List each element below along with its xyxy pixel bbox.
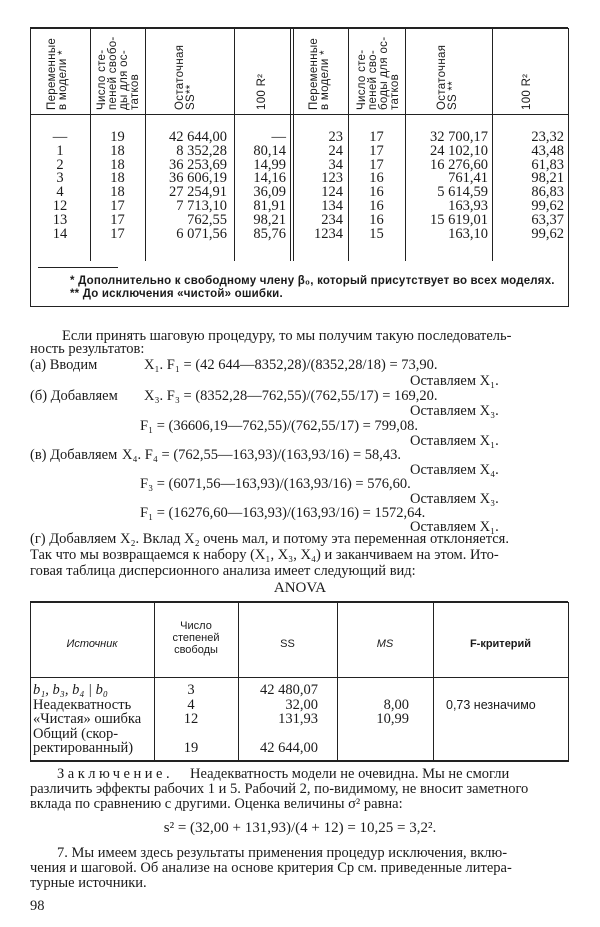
anova-cell: b₁, b₃, b₄ | b₀ bbox=[33, 682, 108, 698]
col-divider bbox=[290, 29, 291, 261]
header-df: Число степеней свободы bbox=[172, 620, 220, 656]
table-cell: 98,21 bbox=[253, 211, 286, 228]
step-formula: F₁ = (16276,60—163,93)/(163,93/16) = 1572,64. bbox=[140, 505, 426, 521]
footnote-1: * Дополнительно к свободному члену β₀, который присутствует во всех моделях. bbox=[70, 275, 555, 287]
footnote-2: ** До исключения «чистой» ошибки. bbox=[70, 288, 283, 300]
anova-cell: 32,00 bbox=[285, 696, 318, 713]
anova-cell: 4 bbox=[187, 696, 195, 713]
table-cell: — bbox=[52, 129, 68, 145]
header-r2: 100 R² bbox=[256, 73, 268, 110]
table-cell: 124 bbox=[321, 184, 343, 201]
header-df: Число сте-пеней сво-боды для ос-татков bbox=[356, 36, 401, 110]
anova-cell: ректированный) bbox=[33, 740, 134, 757]
table-cell: 34 bbox=[328, 156, 343, 173]
col-divider bbox=[337, 603, 338, 760]
table-cell: 14 bbox=[52, 225, 68, 242]
table-cell: 99,62 bbox=[531, 198, 564, 214]
table-cell: 14,16 bbox=[253, 170, 286, 187]
table-cell: 17 bbox=[369, 156, 384, 173]
table-cell: 27 254,91 bbox=[169, 184, 227, 201]
header-rule bbox=[30, 677, 568, 678]
table-top-rule bbox=[30, 601, 568, 603]
table-cell: 43,48 bbox=[531, 142, 564, 159]
header-ms: MS bbox=[376, 638, 394, 650]
table-cell: 234 bbox=[321, 211, 343, 228]
table-cell: 7 713,10 bbox=[176, 198, 227, 214]
anova-cell: 131,93 bbox=[278, 711, 318, 728]
table-cell: 86,83 bbox=[531, 184, 564, 201]
table-cell: 16 bbox=[369, 198, 384, 214]
table-cell: 163,93 bbox=[448, 198, 488, 214]
col-divider bbox=[154, 603, 155, 760]
step-label: (в) Добавляем bbox=[30, 447, 118, 463]
intro-line: Если принять шаговую процедуру, то мы получим такую последователь- bbox=[62, 328, 512, 344]
table-cell: 81,91 bbox=[253, 198, 286, 214]
table-cell: 2 bbox=[56, 156, 64, 173]
table-cell: 17 bbox=[110, 211, 125, 228]
table-cell: 19 bbox=[110, 129, 125, 145]
table-cell: 61,83 bbox=[531, 156, 564, 173]
table-cell: 18 bbox=[110, 142, 125, 159]
col-divider bbox=[433, 603, 434, 760]
header-rule bbox=[30, 114, 568, 115]
step-keep: Оставляем X₁. bbox=[410, 433, 499, 449]
header-r2: 100 R² bbox=[521, 73, 533, 110]
table-cell: 85,76 bbox=[253, 225, 286, 242]
step-keep: Оставляем X₃. bbox=[410, 491, 499, 507]
table-cell: 3 bbox=[56, 170, 64, 187]
table-cell: 163,10 bbox=[448, 225, 488, 242]
table-cell: 12 bbox=[52, 198, 68, 214]
header-f: F-критерий bbox=[469, 638, 532, 650]
step-keep: Оставляем X₁. bbox=[410, 373, 499, 389]
paragraph-7-line: турные источники. bbox=[30, 875, 147, 891]
anova-cell: Неадекватность bbox=[33, 696, 132, 713]
table-cell: 4 bbox=[56, 184, 64, 201]
header-ss: Остаточная SS ** bbox=[436, 44, 459, 110]
table-bottom-rule bbox=[30, 306, 569, 307]
conclusion-line: вклада по сравнению с другими. Оценка величины σ² равна: bbox=[30, 796, 403, 812]
table-cell: 23,32 bbox=[531, 129, 564, 145]
table-cell: 762,55 bbox=[187, 211, 227, 228]
table-border bbox=[30, 602, 31, 760]
table-cell: 32 700,17 bbox=[430, 129, 488, 145]
table-cell: 15 bbox=[369, 225, 384, 242]
header-source: Источник bbox=[66, 638, 118, 650]
table-cell: 13 bbox=[52, 211, 68, 228]
table-cell: 42 644,00 bbox=[169, 129, 227, 145]
table-cell: 134 bbox=[321, 198, 343, 214]
anova-cell: 12 bbox=[183, 711, 199, 728]
step-keep: Оставляем X₁. bbox=[410, 519, 499, 535]
header-vars: Переменные в модели * bbox=[46, 37, 69, 110]
step-label: (б) Добавляем bbox=[30, 388, 118, 404]
paragraph-7-line: 7. Мы имеем здесь результаты применения процедур исключения, вклю- bbox=[57, 845, 508, 861]
paragraph-g-line: говая таблица дисперсионного анализа имеет следующий вид: bbox=[30, 563, 416, 579]
table-cell: 36,09 bbox=[253, 184, 286, 201]
header-ss: SS bbox=[280, 638, 295, 650]
table-cell: 16 bbox=[369, 211, 384, 228]
table-cell: 18 bbox=[110, 184, 125, 201]
paragraph-g-line: Так что мы возвращаемся к набору (X₁, X₃, X₄) и заканчиваем на этом. Ито- bbox=[30, 547, 499, 563]
table-cell: 24 bbox=[328, 142, 343, 159]
table-border bbox=[568, 602, 569, 760]
step-formula: X₃. F₃ = (8352,28—762,55)/(762,55/17) = 169,20. bbox=[144, 388, 438, 404]
step-formula: F₃ = (6071,56—163,93)/(163,93/16) = 576,60. bbox=[140, 476, 411, 492]
table-border bbox=[568, 28, 569, 306]
formula-s2: s² = (32,00 + 131,93)/(4 + 12) = 10,25 = 3,2². bbox=[163, 820, 437, 836]
table-cell: 16 276,60 bbox=[430, 156, 488, 173]
anova-cell: 3 bbox=[187, 682, 195, 698]
conclusion-line: различить эффекты рабочих 1 и 5. Рабочий 2, по-видимому, не вносит заметного bbox=[30, 781, 529, 797]
table-cell: 80,14 bbox=[253, 142, 286, 159]
intro-line: ность результатов: bbox=[30, 341, 145, 357]
step-formula: F₁ = (36606,19—762,55)/(762,55/17) = 799,08. bbox=[140, 418, 418, 434]
table-bottom-rule bbox=[30, 760, 569, 762]
table-cell: 17 bbox=[369, 129, 384, 145]
footnote-rule bbox=[38, 267, 118, 268]
table-cell: 1 bbox=[56, 142, 64, 159]
step-formula: X₁. F₁ = (42 644—8352,28)/(8352,28/18) = 73,90. bbox=[144, 357, 438, 373]
table-cell: 18 bbox=[110, 170, 125, 187]
anova-cell: 8,00 bbox=[383, 696, 409, 713]
table-cell: — bbox=[271, 129, 286, 145]
anova-cell: 42 480,07 bbox=[260, 682, 318, 698]
table-cell: 16 bbox=[369, 184, 384, 201]
anova-cell: «Чистая» ошибка bbox=[33, 711, 142, 728]
anova-cell: Общий (скор- bbox=[33, 725, 119, 742]
table-cell: 24 102,10 bbox=[430, 142, 488, 159]
table-cell: 1234 bbox=[314, 225, 343, 242]
table-cell: 98,21 bbox=[531, 170, 564, 187]
table-cell: 14,99 bbox=[253, 156, 286, 173]
conclusion-heading: Заключение. bbox=[57, 766, 174, 782]
table-cell: 761,41 bbox=[448, 170, 488, 187]
paragraph-7-line: чения и шаговой. Об анализе на основе критерия Cp см. приведенные литера- bbox=[30, 860, 512, 876]
anova-cell: 19 bbox=[183, 740, 199, 757]
page-number: 98 bbox=[30, 898, 45, 914]
header-vars: Переменные в модели * bbox=[308, 37, 331, 110]
step-keep: Оставляем X₄. bbox=[410, 462, 499, 478]
table-cell: 17 bbox=[369, 142, 384, 159]
step-keep: Оставляем X₃. bbox=[410, 403, 499, 419]
col-divider bbox=[238, 603, 239, 760]
table-cell: 8 352,28 bbox=[176, 142, 227, 159]
table-cell: 17 bbox=[110, 198, 125, 214]
table-cell: 99,62 bbox=[531, 225, 564, 242]
header-ss: Остаточная SS** bbox=[174, 44, 197, 110]
table-cell: 6 071,56 bbox=[176, 225, 227, 242]
table-cell: 17 bbox=[110, 225, 125, 242]
header-df: Число сте-пеней свобо-ды для ос-татков bbox=[96, 36, 141, 110]
conclusion-line: Неадекватность модели не очевидна. Мы не смогли bbox=[190, 766, 510, 782]
anova-cell: 0,73 незначимо bbox=[446, 697, 536, 712]
step-label: (а) Вводим bbox=[30, 357, 98, 373]
table-cell: 123 bbox=[321, 170, 343, 187]
table-top-rule bbox=[30, 27, 568, 29]
table-cell: 36 606,19 bbox=[169, 170, 227, 187]
paragraph-g-line: (г) Добавляем X₂. Вклад X₂ очень мал, и потому эта переменная отклоняется. bbox=[30, 531, 509, 547]
table-cell: 63,37 bbox=[531, 211, 564, 228]
anova-title: ANOVA bbox=[273, 580, 327, 596]
anova-cell: 42 644,00 bbox=[260, 740, 318, 757]
step-formula: X₄. F₄ = (762,55—163,93)/(163,93/16) = 58,43. bbox=[122, 447, 401, 463]
table-cell: 23 bbox=[328, 129, 343, 145]
anova-cell: 10,99 bbox=[376, 711, 409, 728]
table-cell: 5 614,59 bbox=[437, 184, 488, 201]
table-cell: 15 619,01 bbox=[430, 211, 488, 228]
table-cell: 18 bbox=[110, 156, 125, 173]
table-cell: 36 253,69 bbox=[169, 156, 227, 173]
table-cell: 16 bbox=[369, 170, 384, 187]
